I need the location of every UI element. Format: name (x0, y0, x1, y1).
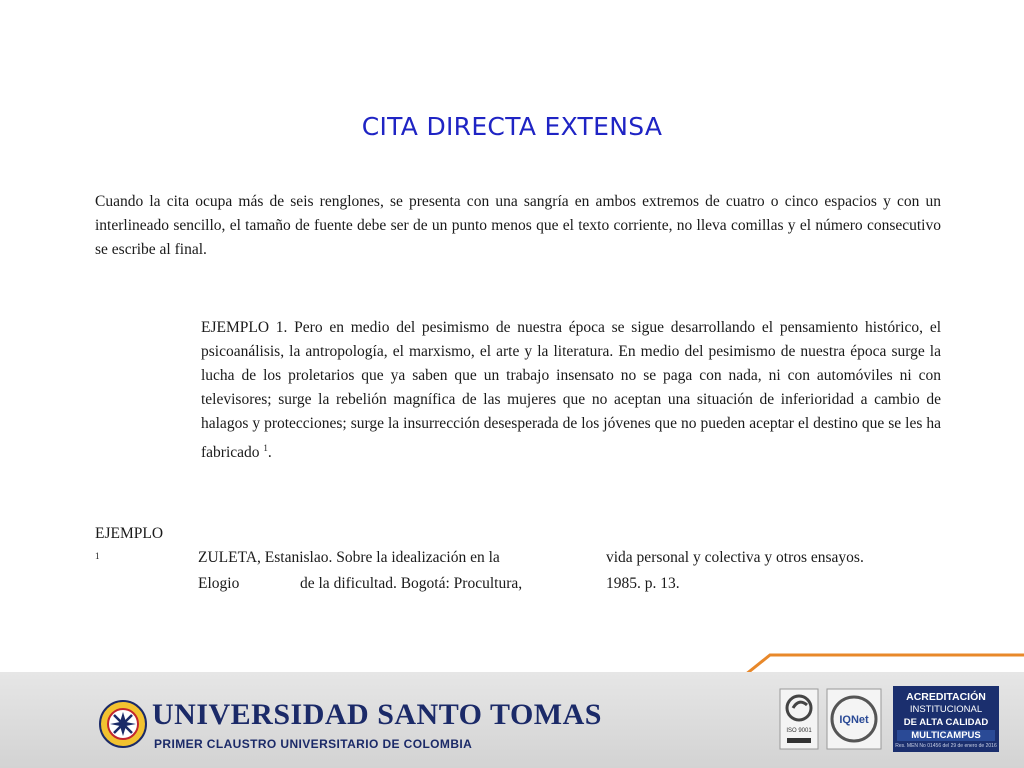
quote-end-punctuation: . (267, 444, 272, 462)
accreditation-line2: INSTITUCIONAL (909, 704, 983, 715)
example-quote-text: EJEMPLO 1. Pero en medio del pesimismo de nuestra época se sigue desarrollando el pensamiento histórico, el psicoanálisis, la antropología, el marxismo, el arte y la literatura. En medio del pesimismo de nuestra época surge la lucha de los proletarios que ya saben que un trabajo insensato no se paga con nada, ni con automóviles ni con televisores; surge la rebelión magnífica de las mujeres que no aceptan una situación de inferioridad a cambio de halagos y protecciones; surge la insurrección desesperada de los jóvenes que no pueden aceptar el destino que se les ha fabricado (201, 319, 941, 462)
accreditation-badge (893, 686, 999, 752)
footnote-reference: 1 (263, 443, 268, 453)
intro-paragraph: Cuando la cita ocupa más de seis renglones, se presenta con una sangría en ambos extremos de cuatro o cinco espacios y con un interlineado sencillo, el tamaño de fuente debe ser de un punto menos que el texto corriente, no lleva comillas y el número consecutivo se escribe al final. (95, 193, 941, 258)
iso-9001-certification-icon (779, 688, 819, 750)
university-crest-icon (98, 696, 148, 752)
iqnet-certification-icon (826, 688, 882, 750)
university-name: UNIVERSIDAD SANTO TOMAS (152, 698, 602, 731)
footnote-marker: 1 (95, 551, 100, 561)
footnote-citation-line2-col2: 1985. p. 13. (606, 575, 680, 592)
accreditation-line1: ACREDITACIÓN (906, 691, 986, 703)
footnote-label: EJEMPLO (95, 525, 164, 542)
svg-text:IQNet: IQNet (839, 714, 869, 726)
svg-text:ISO 9001: ISO 9001 (786, 728, 812, 734)
accreditation-resolution: Res. MEN No 01456 del 29 de enero de 2016 (895, 743, 997, 749)
university-tagline: PRIMER CLAUSTRO UNIVERSITARIO DE COLOMBIA (154, 737, 473, 751)
footnote-citation-line2-col1b: de la dificultad. Bogotá: Procultura, (300, 575, 523, 592)
accreditation-line3: DE ALTA CALIDAD (903, 717, 989, 728)
example-quote-block (201, 316, 941, 465)
slide-title: CITA DIRECTA EXTENSA (361, 112, 663, 141)
accreditation-line4: MULTICAMPUS (897, 730, 995, 741)
footnote-citation-line2-col1a: Elogio (198, 575, 240, 592)
footnote-citation-line1-col1: ZULETA, Estanislao. Sobre la idealización en la (198, 549, 500, 566)
footnote-citation-line1-col2: vida personal y colectiva y otros ensayos. (606, 549, 864, 566)
